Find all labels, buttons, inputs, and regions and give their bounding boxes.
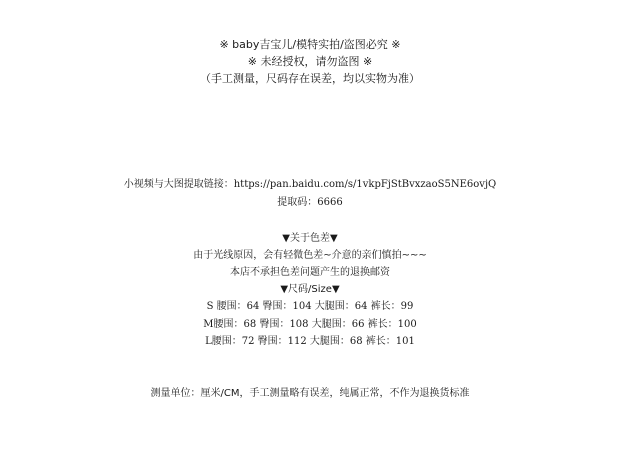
size-row-s: S 腰围：64 臀围：104 大腿围：64 裤长：99 <box>206 301 414 312</box>
measurement-unit-note: 测量单位：厘米/CM，手工测量略有误差，纯属正常，不作为退换货标准 <box>150 388 470 399</box>
color-difference-note: 由于光线原因，会有轻微色差~介意的亲们慎拍~~~ <box>193 250 427 261</box>
extraction-code: 提取码：6666 <box>277 197 343 208</box>
size-row-l: L腰围：72 臀围：112 大腿围：68 裤长：101 <box>205 336 415 347</box>
download-link-text: 小视频与大图提取链接：https://pan.baidu.com/s/1vkpFjStBvxzaoS5NE6ovjQ <box>123 179 497 190</box>
measurement-disclaimer: （手工测量，尺码存在误差，均以实物为准） <box>200 72 420 85</box>
color-difference-title: ▼关于色差▼ <box>282 233 338 244</box>
no-copy-warning: ※ 未经授权，请勿盗图 ※ <box>247 55 373 68</box>
color-difference-policy: 本店不承担色差问题产生的退换邮资 <box>230 267 390 278</box>
size-row-m: M腰围：68 臀围：108 大腿围：66 裤长：100 <box>203 319 417 330</box>
copyright-notice: ※ baby吉宝儿/模特实拍/盗图必究 ※ <box>219 38 401 51</box>
size-section-title: ▼尺码/Size▼ <box>280 284 340 295</box>
